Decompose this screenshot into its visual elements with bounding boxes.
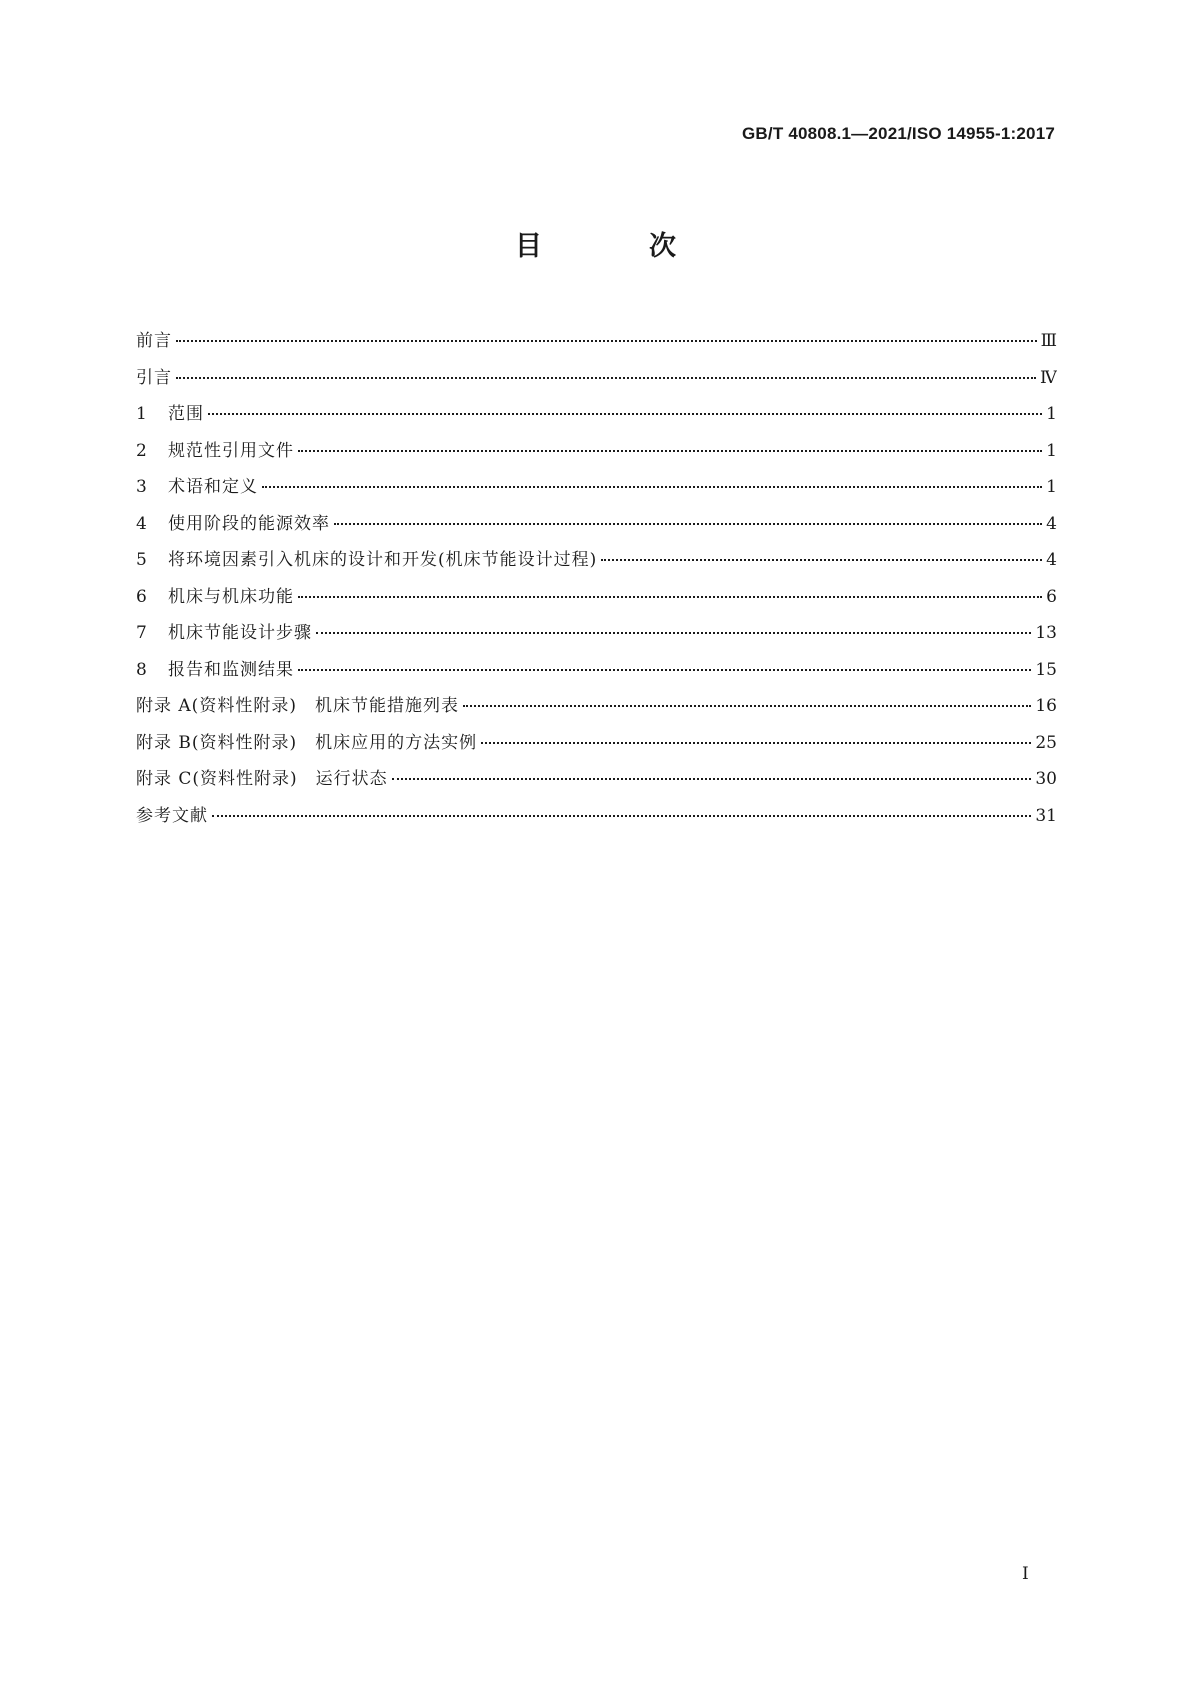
dot-leader — [334, 509, 1042, 525]
entry-label: 参考文献 — [136, 805, 208, 826]
entry-label: 附录 C(资料性附录) 运行状态 — [136, 769, 388, 789]
standard-number: GB/T 40808.1—2021/ISO 14955-1:2017 — [742, 124, 1055, 143]
entry-label: 报告和监测结果 — [168, 659, 294, 680]
toc-entry-annex-a[interactable] — [136, 691, 1057, 728]
dot-leader — [316, 618, 1031, 634]
entry-number: 1 — [136, 404, 147, 424]
entry-page: 6 — [1046, 586, 1057, 607]
dot-leader — [481, 728, 1031, 744]
entry-page: 4 — [1046, 550, 1057, 570]
entry-label: 引言 — [136, 367, 172, 388]
entry-page: Ⅲ — [1040, 331, 1057, 351]
toc-entry-annex-c[interactable] — [136, 764, 1057, 801]
toc-entry-annex-b[interactable] — [136, 728, 1057, 765]
entry-label: 规范性引用文件 — [168, 440, 294, 461]
entry-number: 3 — [136, 477, 147, 497]
entry-number: 6 — [136, 586, 147, 607]
toc-entry-use-phase-efficiency[interactable] — [136, 509, 1057, 546]
toc-entry-scope[interactable] — [136, 399, 1057, 436]
toc-entry-normative-references[interactable] — [136, 436, 1057, 473]
dot-leader — [176, 363, 1036, 379]
entry-number: 8 — [136, 659, 147, 680]
entry-page: 1 — [1046, 404, 1057, 424]
entry-page: 1 — [1046, 477, 1057, 497]
dot-leader — [601, 545, 1042, 561]
entry-number: 2 — [136, 440, 147, 461]
dot-leader — [208, 399, 1042, 415]
page-number: I — [1022, 1564, 1029, 1584]
dot-leader — [262, 472, 1042, 488]
toc-entry-bibliography[interactable] — [136, 801, 1057, 838]
toc-entry-introduction[interactable] — [136, 363, 1057, 400]
toc-entry-foreword[interactable] — [136, 326, 1057, 363]
entry-page: 1 — [1046, 440, 1057, 461]
toc-entry-reporting-monitoring[interactable] — [136, 655, 1057, 692]
entry-label: 前言 — [136, 331, 172, 351]
entry-label: 使用阶段的能源效率 — [168, 513, 330, 534]
entry-page: 16 — [1035, 696, 1057, 716]
dot-leader — [298, 436, 1042, 452]
table-of-contents — [136, 326, 1057, 837]
entry-number: 5 — [136, 550, 147, 570]
entry-page: 25 — [1035, 732, 1057, 753]
entry-page: 13 — [1035, 623, 1057, 643]
entry-label: 附录 B(资料性附录) 机床应用的方法实例 — [136, 732, 478, 753]
toc-entry-design-steps[interactable] — [136, 618, 1057, 655]
entry-page: 15 — [1035, 659, 1057, 680]
entry-label: 术语和定义 — [168, 477, 258, 497]
entry-number: 4 — [136, 513, 147, 534]
toc-entry-machine-tool-functions[interactable] — [136, 582, 1057, 619]
dot-leader — [212, 801, 1031, 817]
entry-page: Ⅳ — [1040, 367, 1057, 388]
entry-label: 机床节能设计步骤 — [168, 623, 312, 643]
dot-leader — [392, 764, 1032, 780]
dot-leader — [298, 582, 1042, 598]
dot-leader — [176, 326, 1037, 342]
entry-label: 范围 — [168, 404, 204, 424]
entry-label: 附录 A(资料性附录) 机床节能措施列表 — [136, 696, 459, 716]
toc-entry-environmental-design[interactable] — [136, 545, 1057, 582]
entry-page: 4 — [1046, 513, 1057, 534]
toc-title: 目 次 — [515, 231, 716, 262]
entry-page: 30 — [1035, 769, 1057, 789]
entry-label: 将环境因素引入机床的设计和开发(机床节能设计过程) — [168, 550, 598, 570]
entry-label: 机床与机床功能 — [168, 586, 294, 607]
entry-number: 7 — [136, 623, 147, 643]
toc-entry-terms-definitions[interactable] — [136, 472, 1057, 509]
dot-leader — [463, 691, 1031, 707]
entry-page: 31 — [1035, 805, 1057, 826]
dot-leader — [298, 655, 1031, 671]
